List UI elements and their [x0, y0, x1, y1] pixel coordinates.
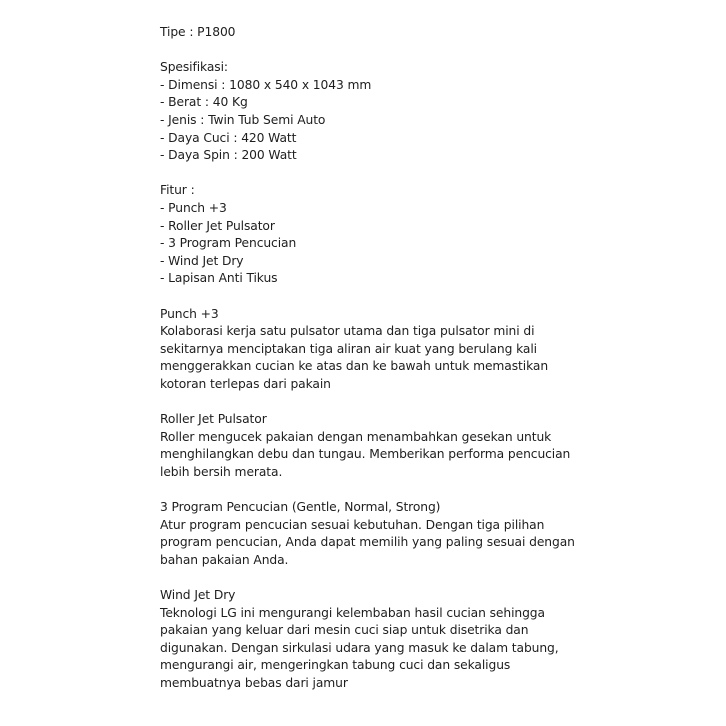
section-text-line: mengurangi air, mengeringkan tabung cuci dan sekaligus: [160, 658, 511, 673]
spacer: [160, 393, 600, 411]
spacer: [160, 288, 600, 306]
section-text-line: menggerakkan cucian ke atas dan ke bawah untuk memastikan: [160, 359, 549, 374]
spec-item-spin-power: - Daya Spin : 200 Watt: [160, 148, 297, 163]
section-text-line: Atur program pencucian sesuai kebutuhan. Dengan tiga pilihan: [160, 517, 545, 532]
spacer: [160, 165, 600, 183]
spec-heading: Spesifikasi:: [160, 60, 228, 75]
section-text-line: membuatnya bebas dari jamur: [160, 675, 348, 690]
section-title: 3 Program Pencucian (Gentle, Normal, Strong): [160, 500, 441, 515]
feature-item: - Roller Jet Pulsator: [160, 218, 275, 233]
section-roller-jet: [160, 411, 600, 481]
spacer: [160, 42, 600, 60]
feature-item: - 3 Program Pencucian: [160, 236, 297, 251]
features-block: [160, 182, 600, 288]
type-line: Tipe : P1800: [160, 25, 236, 39]
feature-item: - Lapisan Anti Tikus: [160, 271, 278, 286]
section-wash-programs: [160, 499, 600, 569]
spec-item-wash-power: - Daya Cuci : 420 Watt: [160, 130, 297, 145]
spec-item-dimensions: - Dimensi : 1080 x 540 x 1043 mm: [160, 77, 372, 92]
section-text-line: sekitarnya menciptakan tiga aliran air kuat yang berulang kali: [160, 341, 537, 356]
section-wind-jet-dry: [160, 587, 600, 693]
spec-block: [160, 59, 600, 165]
section-text-line: program pencucian, Anda dapat memilih yang paling sesuai dengan: [160, 535, 575, 550]
feature-item: - Wind Jet Dry: [160, 253, 244, 268]
spacer: [160, 481, 600, 499]
section-title: Wind Jet Dry: [160, 588, 236, 602]
feature-item: - Punch +3: [160, 200, 227, 215]
spec-item-type: - Jenis : Twin Tub Semi Auto: [160, 112, 326, 127]
section-punch: [160, 306, 600, 394]
section-text-line: lebih bersih merata.: [160, 464, 283, 479]
section-title: Roller Jet Pulsator: [160, 412, 267, 427]
product-description: [160, 24, 600, 693]
section-text-line: menghilangkan debu dan tungau. Memberikan performa pencucian: [160, 447, 571, 462]
spec-item-weight: - Berat : 40 Kg: [160, 95, 248, 110]
section-text-line: bahan pakaian Anda.: [160, 552, 289, 567]
section-text-line: Teknologi LG ini mengurangi kelembaban hasil cucian sehingga: [160, 605, 545, 620]
section-text-line: pakaian yang keluar dari mesin cuci siap untuk disetrika dan: [160, 623, 529, 638]
section-text-line: Roller mengucek pakaian dengan menambahkan gesekan untuk: [160, 429, 552, 444]
features-heading: Fitur :: [160, 183, 195, 198]
section-text-line: Kolaborasi kerja satu pulsator utama dan tiga pulsator mini di: [160, 324, 535, 339]
section-title: Punch +3: [160, 306, 219, 321]
section-text-line: kotoran terlepas dari pakain: [160, 376, 331, 391]
section-text-line: digunakan. Dengan sirkulasi udara yang masuk ke dalam tabung,: [160, 640, 559, 655]
spacer: [160, 569, 600, 587]
